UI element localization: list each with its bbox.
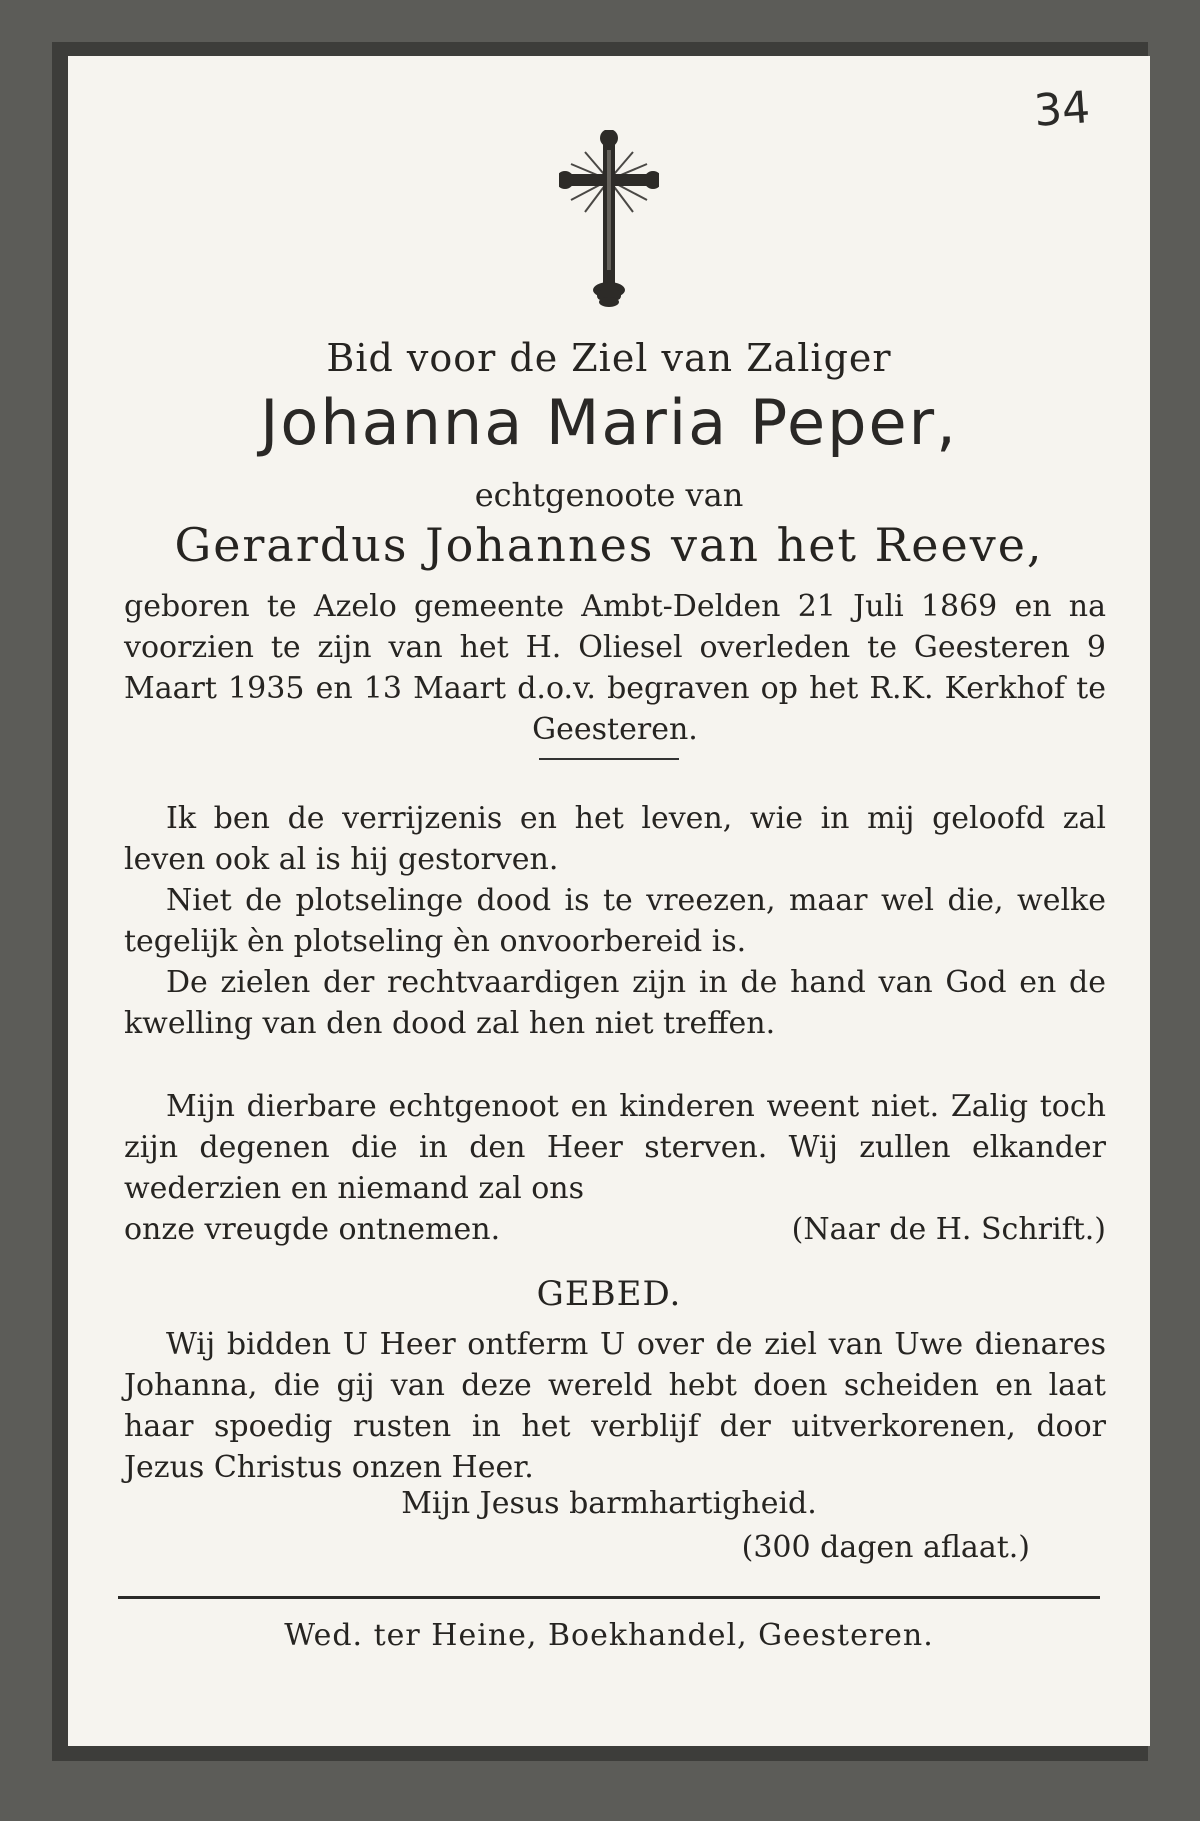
quote-source-line (124, 1209, 1106, 1250)
quote-source: (Naar de H. Schrift.) (791, 1212, 1106, 1247)
gebed-text: Wij bidden U Heer ontferm U over de ziel van Uwe dienares Johanna, die gij van deze wereld hebt doen scheiden en laat haar spoedig rusten in het verblijf der uitverkorenen, door Jezus Christus onzen Heer. (124, 1327, 1106, 1485)
printer-imprint: Wed. ter Heine, Boekhandel, Geesteren. (284, 1618, 934, 1653)
divider (539, 758, 679, 760)
quote-sudden-death: Niet de plotselinge dood is te vreezen, maar wel die, welke tegelijk èn plotseling èn onvoorbereid is. (124, 883, 1106, 959)
bottom-rule (118, 1596, 1100, 1599)
biography: geboren te Azelo gemeente Ambt-Delden 21 Juli 1869 en na voorzien te zijn van het H. Oliesel overleden te Geesteren 9 Maart 1935 en 13 Maart d.o.v. begraven op het R.K. Kerkhof te Geesteren. (124, 589, 1106, 747)
quote-farewell-text: Mijn dierbare echtgenoot en kinderen weent niet. Zalig toch zijn degenen die in den Heer sterven. Wij zullen elkander wederzien en niemand zal ons (124, 1089, 1106, 1206)
deceased-name: Johanna Maria Peper, (260, 386, 958, 459)
quote-farewell-end: onze vreugde ontnemen. (124, 1212, 501, 1247)
quote-farewell (124, 1086, 1106, 1250)
header-prayer-line: Bid voor de Ziel van Zaliger (326, 336, 892, 380)
crucifix-icon (559, 130, 659, 310)
spouse-name: Gerardus Johannes van het Reeve, (174, 518, 1044, 572)
page-number: 34 (1032, 82, 1092, 137)
quote-righteous: De zielen der rechtvaardigen zijn in de hand van God en de kwelling van den dood zal hen niet treffen. (124, 965, 1106, 1041)
ejaculation: Mijn Jesus barmhartigheid. (401, 1486, 817, 1521)
gebed-title: GEBED. (536, 1274, 682, 1314)
spouse-label: echtgenoote van (474, 476, 744, 514)
prayer-card (68, 56, 1150, 1746)
indulgence-note: (300 dagen aflaat.) (741, 1530, 1030, 1565)
quote-resurrection: Ik ben de verrijzenis en het leven, wie in mij geloofd zal leven ook al is hij gestorven. (124, 801, 1106, 877)
